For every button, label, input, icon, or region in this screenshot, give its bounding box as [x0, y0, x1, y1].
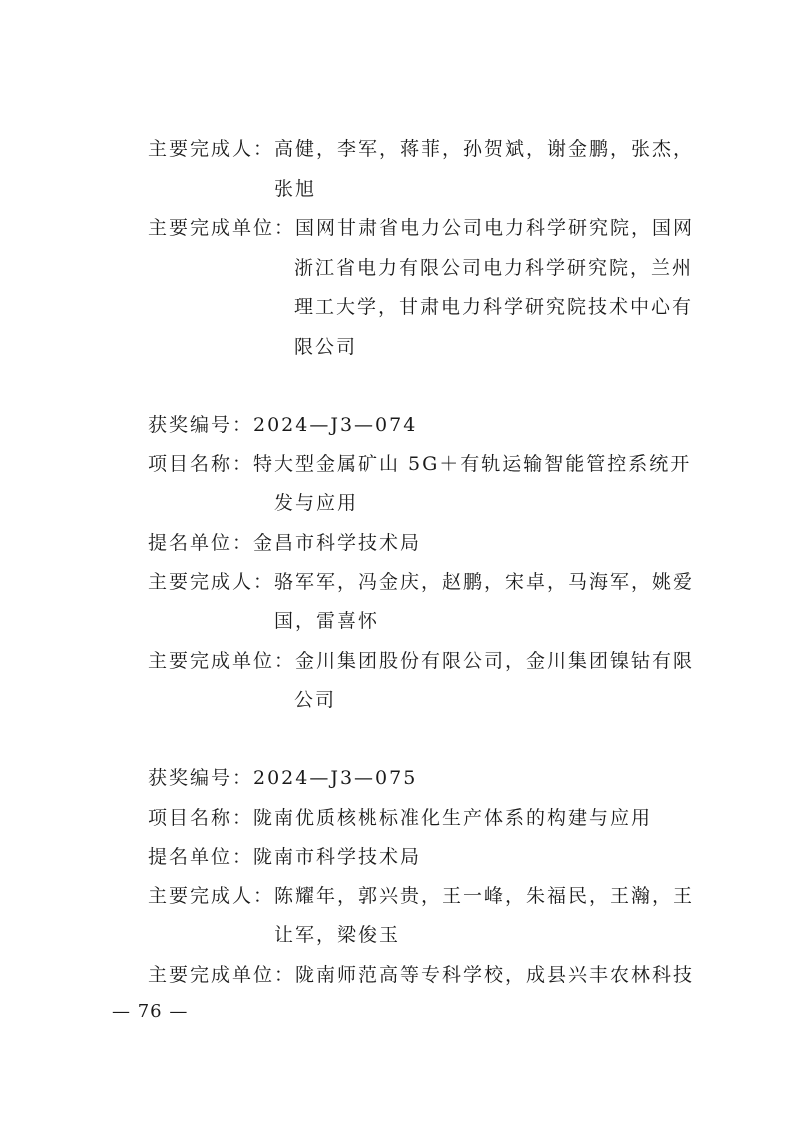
nominating-unit-line: 提名单位：金昌市科学技术局	[148, 532, 422, 554]
main-units-continuation: 公司	[294, 689, 337, 711]
main-units-continuation: 限公司	[294, 336, 358, 358]
main-contributors-line: 主要完成人：骆军军，冯金庆，赵鹏，宋卓，马海军，姚爱	[148, 571, 695, 593]
main-units-continuation: 浙江省电力有限公司电力科学研究院，兰州	[294, 257, 694, 279]
main-units-line: 主要完成单位：陇南师范高等专科学校，成县兴丰农林科技	[148, 964, 695, 986]
award-number-line: 获奖编号：2024—J3—074	[148, 414, 418, 436]
project-name-line: 项目名称：特大型金属矿山 5G＋有轨运输智能管控系统开	[148, 453, 692, 475]
main-contributors-line: 主要完成人：陈耀年，郭兴贵，王一峰，朱福民，王瀚，王	[148, 885, 695, 907]
main-units-line: 主要完成单位：国网甘肃省电力公司电力科学研究院，国网	[148, 217, 695, 239]
project-name-line: 项目名称：陇南优质核桃标准化生产体系的构建与应用	[148, 807, 653, 829]
nominating-unit-line: 提名单位：陇南市科学技术局	[148, 846, 422, 868]
main-contributors-continuation: 国，雷喜怀	[274, 610, 380, 632]
main-contributors-line: 主要完成人：高健，李军，蒋菲，孙贺斌，谢金鹏，张杰，	[148, 138, 695, 160]
main-contributors-continuation: 张旭	[274, 178, 317, 200]
main-units-continuation: 理工大学，甘肃电力科学研究院技术中心有	[294, 296, 694, 318]
project-name-continuation: 发与应用	[274, 492, 359, 514]
main-units-line: 主要完成单位：金川集团股份有限公司，金川集团镍钴有限	[148, 650, 695, 672]
page-number: — 76 —	[112, 1001, 189, 1022]
main-contributors-continuation: 让军，梁俊玉	[274, 924, 401, 946]
award-number-line: 获奖编号：2024—J3—075	[148, 767, 418, 789]
